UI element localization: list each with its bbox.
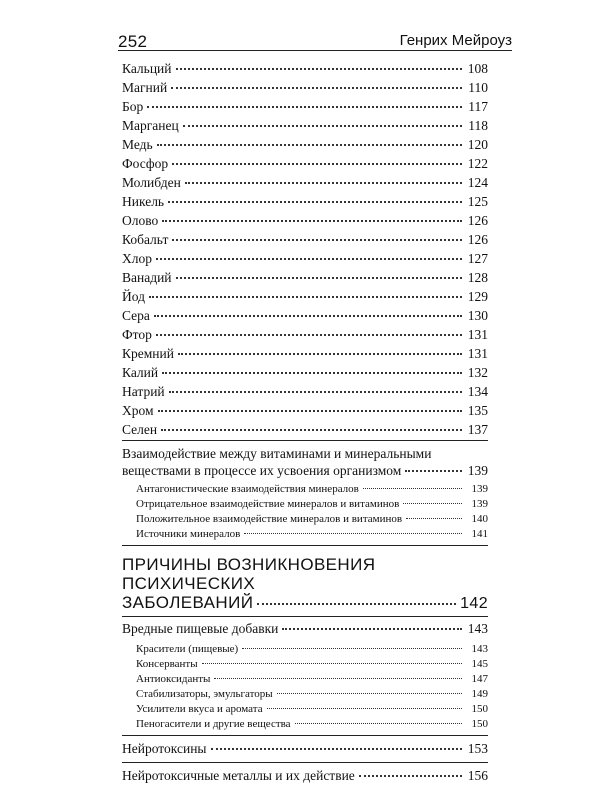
toc-subentry[interactable] xyxy=(122,512,488,527)
toc-page-number: 137 xyxy=(467,422,488,437)
leader-dots xyxy=(172,162,462,165)
toc-page-number: 118 xyxy=(468,118,488,133)
toc-entry-label: Усилители вкуса и аромата xyxy=(136,703,263,715)
leader-dots xyxy=(154,314,462,317)
toc-entry-label: Антагонистические взаимодействия минералов xyxy=(136,483,359,495)
toc-page-number: 124 xyxy=(467,175,488,190)
toc-entry-mineral[interactable] xyxy=(122,421,488,440)
leader-dots xyxy=(171,86,462,89)
leader-dots xyxy=(257,602,456,605)
toc-entry-label: Йод xyxy=(122,289,145,304)
toc-entry-label: Вредные пищевые добавки xyxy=(122,621,279,636)
toc-entry-mineral[interactable] xyxy=(122,307,488,326)
toc-page-number: 149 xyxy=(471,688,488,700)
toc-entry-mineral[interactable] xyxy=(122,383,488,402)
toc-entry-label: Селен xyxy=(122,422,158,437)
toc-entry-label: Бор xyxy=(122,99,144,114)
toc-entry-label: Антиоксиданты xyxy=(136,673,211,685)
interaction-section xyxy=(122,441,488,546)
toc-entry-label: Хром xyxy=(122,403,154,418)
toc-entry-mineral[interactable] xyxy=(122,250,488,269)
toc-entry-label: Никель xyxy=(122,194,165,209)
toc-entry-mineral[interactable] xyxy=(122,155,488,174)
additives-subitems xyxy=(122,642,488,732)
toc-page-number: 131 xyxy=(467,327,488,342)
toc-entry-mineral[interactable] xyxy=(122,117,488,136)
toc-entry-label: Натрий xyxy=(122,384,165,399)
toc-entry-mineral[interactable] xyxy=(122,364,488,383)
leader-dots xyxy=(172,238,462,241)
toc-entry-mineral[interactable] xyxy=(122,269,488,288)
toc-entry-label: Хлор xyxy=(122,251,152,266)
leader-dots xyxy=(169,390,462,393)
leader-dots xyxy=(162,219,462,222)
interaction-subitems xyxy=(122,482,488,542)
toc-entry-mineral[interactable] xyxy=(122,174,488,193)
toc-subentry[interactable] xyxy=(122,527,488,542)
toc-entry-label: Взаимодействие между витаминами и минеральными xyxy=(122,446,432,461)
leader-dots xyxy=(295,722,462,724)
toc-page-number: 130 xyxy=(467,308,488,323)
toc-page-number: 141 xyxy=(471,528,488,540)
toc-entry-mineral[interactable] xyxy=(122,136,488,155)
toc-entry-label: Калий xyxy=(122,365,159,380)
toc-entry-mineral[interactable] xyxy=(122,231,488,250)
leader-dots xyxy=(162,371,462,374)
toc-subentry[interactable] xyxy=(122,672,488,687)
toc-entry-label: Магний xyxy=(122,80,168,95)
toc-page-number: 122 xyxy=(467,156,488,171)
toc-entry-label: Консерванты xyxy=(136,658,198,670)
toc-entry-label: Марганец xyxy=(122,118,179,133)
toc-page-number: 150 xyxy=(471,718,488,730)
table-of-contents xyxy=(122,60,488,786)
toc-subentry[interactable] xyxy=(122,687,488,702)
leader-dots xyxy=(176,67,462,70)
chapter-title-line: ПРИЧИНЫ ВОЗНИКНОВЕНИЯ ПСИХИЧЕСКИХ xyxy=(122,555,376,593)
running-head: Генрих Мейроуз xyxy=(399,32,512,49)
toc-page-number: 143 xyxy=(471,643,488,655)
toc-entry-label: Стабилизаторы, эмульгаторы xyxy=(136,688,273,700)
toc-page-number: 131 xyxy=(467,346,488,361)
toc-entry-mineral[interactable] xyxy=(122,326,488,345)
toc-subentry[interactable] xyxy=(122,497,488,512)
leader-dots xyxy=(185,181,462,184)
leader-dots xyxy=(183,124,462,127)
toc-entry-label: Олово xyxy=(122,213,159,228)
leader-dots xyxy=(282,627,462,630)
toc-page-number: 128 xyxy=(467,270,488,285)
toc-entry-label: Фосфор xyxy=(122,156,169,171)
leader-dots xyxy=(156,257,462,260)
toc-page-number: 139 xyxy=(471,483,488,495)
leader-dots xyxy=(147,105,462,108)
leader-dots xyxy=(363,487,462,489)
toc-page-number: 108 xyxy=(467,61,488,76)
toc-entry-mineral[interactable] xyxy=(122,98,488,117)
toc-page-number: 145 xyxy=(471,658,488,670)
toc-entry-mineral[interactable] xyxy=(122,212,488,231)
leader-dots xyxy=(157,143,462,146)
toc-page-number: 135 xyxy=(467,403,488,418)
toc-subentry[interactable] xyxy=(122,702,488,717)
toc-entry-label: Молибден xyxy=(122,175,181,190)
toc-page-number: 126 xyxy=(467,232,488,247)
toc-entry-mineral[interactable] xyxy=(122,193,488,212)
toc-entry-label: Красители (пищевые) xyxy=(136,643,239,655)
leader-dots xyxy=(161,428,462,431)
toc-page-number: 125 xyxy=(467,194,488,209)
toc-page-number: 134 xyxy=(467,384,488,399)
toc-page-number: 140 xyxy=(471,513,488,525)
mineral-list xyxy=(122,60,488,441)
leader-dots xyxy=(242,647,462,649)
toc-page-number: 139 xyxy=(471,498,488,510)
toc-subentry[interactable] xyxy=(122,482,488,497)
toc-entry-mineral[interactable] xyxy=(122,288,488,307)
leader-dots xyxy=(149,295,462,298)
toc-subentry[interactable] xyxy=(122,642,488,657)
leader-dots xyxy=(406,517,462,519)
leader-dots xyxy=(158,409,462,412)
leader-dots xyxy=(359,774,462,777)
leader-dots xyxy=(156,333,462,336)
leader-dots xyxy=(214,677,462,679)
leader-dots xyxy=(244,532,462,534)
chapter-title-line: ЗАБОЛЕВАНИЙ xyxy=(122,593,254,612)
toc-entry-label: Кремний xyxy=(122,346,174,361)
toc-entry-label: Пеногасители и другие вещества xyxy=(136,718,291,730)
leader-dots xyxy=(168,200,462,203)
toc-page-number: 126 xyxy=(467,213,488,228)
leader-dots xyxy=(405,469,462,472)
toc-subentry[interactable] xyxy=(122,717,488,732)
toc-entry-label: Кальций xyxy=(122,61,172,76)
toc-entry-label: Отрицательное взаимодействие минералов и витаминов xyxy=(136,498,400,510)
toc-page-number: 127 xyxy=(467,251,488,266)
additives-section xyxy=(122,617,488,736)
metals-section xyxy=(122,763,488,786)
toc-entry-label: Медь xyxy=(122,137,153,152)
leader-dots xyxy=(202,662,462,664)
toc-entry-mineral[interactable] xyxy=(122,345,488,364)
leader-dots xyxy=(176,276,462,279)
toc-page-number: 132 xyxy=(467,365,488,380)
toc-entry-label: Ванадий xyxy=(122,270,172,285)
toc-page-number: 142 xyxy=(460,595,488,612)
leader-dots xyxy=(267,707,462,709)
toc-page-number: 117 xyxy=(468,99,488,114)
toc-page-number: 139 xyxy=(467,463,488,478)
toc-entry-metals[interactable] xyxy=(122,767,488,786)
toc-entry-label: Источники минералов xyxy=(136,528,241,540)
leader-dots xyxy=(178,352,462,355)
toc-entry-label: Кобальт xyxy=(122,232,169,247)
toc-page-number: 110 xyxy=(468,80,488,95)
toc-page-number: 147 xyxy=(471,673,488,685)
toc-page-number: 120 xyxy=(467,137,488,152)
toc-subentry[interactable] xyxy=(122,657,488,672)
toc-entry-label: Положительное взаимодействие минералов и витаминов xyxy=(136,513,403,525)
toc-entry-label: Нейротоксины xyxy=(122,741,207,756)
toc-entry-additives[interactable] xyxy=(122,620,488,639)
toc-page-number: 153 xyxy=(467,741,488,756)
page-number: 252 xyxy=(118,32,148,51)
toc-page-number: 129 xyxy=(467,289,488,304)
toc-page-number: 156 xyxy=(467,768,488,783)
page-header xyxy=(118,30,512,51)
toc-page-number: 150 xyxy=(471,703,488,715)
leader-dots xyxy=(277,692,462,694)
toc-entry-interaction[interactable] xyxy=(122,441,488,480)
toc-entry-label: Фтор xyxy=(122,327,152,342)
toc-page-number: 143 xyxy=(467,621,488,636)
leader-dots xyxy=(403,502,462,504)
toc-entry-mineral[interactable] xyxy=(122,60,488,79)
toc-entry-label: Нейротоксичные металлы и их действие xyxy=(122,768,355,783)
toc-entry-label: веществами в процессе их усвоения организмом xyxy=(122,463,402,478)
toc-entry-mineral[interactable] xyxy=(122,402,488,421)
chapter-heading[interactable] xyxy=(122,555,488,617)
toc-entry-label: Сера xyxy=(122,308,150,323)
toc-entry-mineral[interactable] xyxy=(122,79,488,98)
